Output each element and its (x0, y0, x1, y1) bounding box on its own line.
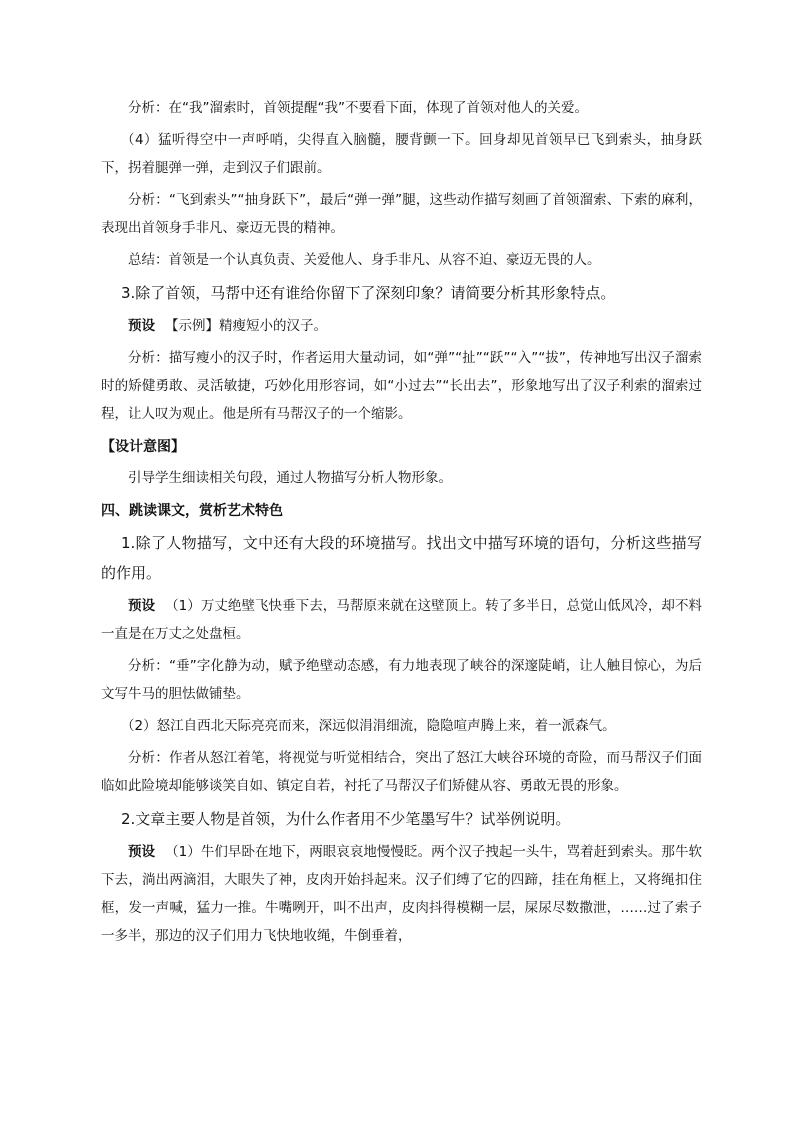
analysis-paragraph: 分析：描写瘦小的汉子时，作者运用大量动词，如“弹”“扯”“跃”“入”“拔”，传神地写出汉子溜索时的矫健勇敢、灵活敏捷，巧妙化用形容词，如“小过去”“长出去”，形象地写出了汉子利索的溜索过程，让人叹为观止。他是所有马帮汉子的一个缩影。 (101, 350, 702, 422)
document-body (101, 94, 702, 954)
quote-paragraph: （2）怒江自西北天际亮亮而来，深远似涓涓细流，隐隐喧声腾上来，着一派森气。 (121, 718, 616, 734)
analysis-paragraph: 引导学生细读相关句段，通过人物描写分析人物形象。 (128, 470, 452, 486)
preset-text: （1）万丈绝壁飞快垂下去，马帮原来就在这壁顶上。转了多半日，总觉山低风冷，却不料一直是在万丈之处盘桓。 (101, 598, 702, 642)
analysis-paragraph: 分析：“垂”字化静为动，赋予绝壁动态感，有力地表现了峡谷的深邃陡峭，让人触目惊心，为后文写牛马的胆怯做铺垫。 (101, 658, 702, 702)
preset-label: 预设 (128, 318, 155, 334)
analysis-paragraph: 分析：在“我”溜索时，首领提醒“我”不要看下面，体现了首领对他人的关爱。 (128, 100, 588, 116)
section-heading-four: 四、跳读课文，赏析艺术特色 (101, 503, 283, 519)
question-paragraph: 2.文章主要人物是首领，为什么作者用不少笔墨写牛？试举例说明。 (121, 810, 571, 828)
preset-label: 预设 (128, 598, 156, 614)
preset-paragraph (101, 838, 702, 950)
preset-text: 【示例】精瘦短小的汉子。 (165, 318, 327, 334)
preset-paragraph (101, 592, 702, 648)
preset-text: （1）牛们早卧在地下，两眼哀哀地慢慢眨。两个汉子拽起一头牛，骂着赶到索头。那牛软下去，淌出两滴泪，大眼失了神，皮肉开始抖起来。汉子们缚了它的四蹄，挂在角框上，又将绳扣住框，发一声喊，猛力一推。牛嘴咧开，叫不出声，皮肉抖得模糊一层，屎尿尽数撒泄，……过了索子一多半，那边的汉子们用力飞快地收绳，牛倒垂着， (101, 844, 702, 944)
question-paragraph: 3.除了首领，马帮中还有谁给你留下了深刻印象？请简要分析其形象特点。 (121, 284, 616, 302)
summary-paragraph: 总结：首领是一个认真负责、关爱他人、身手非凡、从容不迫、豪迈无畏的人。 (128, 252, 601, 268)
section-heading-design-intent: 【设计意图】 (101, 439, 185, 455)
preset-label: 预设 (128, 844, 156, 860)
quote-paragraph: （4）猛听得空中一声呼哨，尖得直入脑髓，腰背颤一下。回身却见首领早已飞到索头，抽身跃下，拐着腿弹一弹，走到汉子们跟前。 (101, 132, 702, 176)
analysis-paragraph: 分析：作者从怒江着笔，将视觉与听觉相结合，突出了怒江大峡谷环境的奇险，而马帮汉子们面临如此险境却能够谈笑自如、镇定自若，衬托了马帮汉子们矫健从容、勇敢无畏的形象。 (101, 750, 702, 794)
analysis-paragraph: 分析：“飞到索头”“抽身跃下”，最后“弹一弹”腿，这些动作描写刻画了首领溜索、下索的麻利，表现出首领身手非凡、豪迈无畏的精神。 (101, 192, 702, 236)
question-paragraph: 1.除了人物描写，文中还有大段的环境描写。找出文中描写环境的语句，分析这些描写的作用。 (101, 534, 702, 582)
preset-paragraph (101, 312, 702, 340)
